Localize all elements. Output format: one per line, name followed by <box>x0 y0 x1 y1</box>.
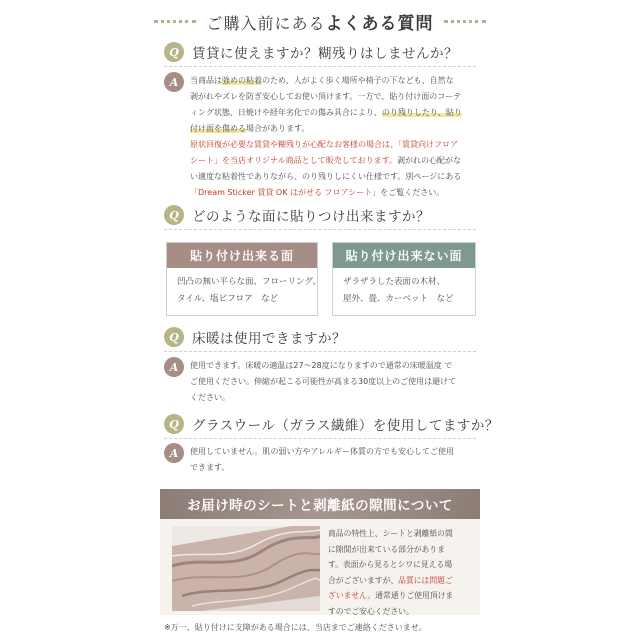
surface-ok-line: タイル、塩ビフロア など <box>177 294 279 304</box>
a-icon: A <box>164 72 184 92</box>
emphasis-text: 品質には問題ご <box>398 575 453 585</box>
emphasis-text: ざいません。 <box>328 591 376 600</box>
highlighted-text: 強めの粘着 <box>222 76 262 85</box>
dotted-rule-right <box>444 20 486 23</box>
text-segment: 剥がれやズレを防ぎ安心してお使い頂けます。一方で、貼り付け面のコーテ <box>190 92 462 101</box>
gap-notice-footnote: ※万一、貼り付けに支障がある場合には、当店までご連絡くださいませ。 <box>164 623 427 632</box>
gap-notice-text <box>328 526 476 619</box>
text-segment: 通常通りご使用頂けま <box>375 591 454 600</box>
q-icon: Q <box>164 327 184 347</box>
title-prefix: ご購入前にある <box>206 13 326 33</box>
question-text: グラスウール（ガラス繊維）を使用してますか？ <box>192 418 499 434</box>
text-line <box>328 557 476 573</box>
text-segment: できます。 <box>190 463 230 472</box>
text-line <box>328 573 476 589</box>
text-line <box>190 374 474 390</box>
surface-ok-list <box>167 268 321 314</box>
text-segment: のため、人がよく歩く場所や椅子の下なども、自然な <box>262 76 454 85</box>
highlighted-text: のり残りしたり、貼り <box>381 108 462 117</box>
question-row-4 <box>164 414 499 434</box>
answer-text-1 <box>190 73 474 201</box>
text-line <box>190 460 474 476</box>
q-icon: Q <box>164 42 184 62</box>
q-icon: Q <box>164 205 184 225</box>
dotted-rule-left <box>154 20 196 23</box>
text-line <box>190 358 474 374</box>
text-line <box>190 105 474 121</box>
surface-ng-line: ザラザラした表面の木材、 <box>343 277 446 287</box>
gap-notice-banner: お届け時のシートと剥離紙の隙間について <box>160 489 480 519</box>
text-segment: 商品の特性上、シートと剥離紙の間 <box>328 529 453 538</box>
text-line <box>190 444 474 460</box>
text-segment: い適度な粘着性でありながら、のり残りしにくい仕様です。別ページにある <box>190 172 462 181</box>
text-line <box>190 137 474 153</box>
question-row-1 <box>164 42 458 62</box>
question-row-2 <box>164 205 430 225</box>
text-line <box>328 604 476 620</box>
text-segment: 場合があります。 <box>246 124 310 133</box>
text-line <box>328 526 476 542</box>
text-segment: 当商品は <box>190 76 222 85</box>
question-text: 賃貸に使えますか？糊残りはしませんか？ <box>192 46 458 62</box>
divider <box>164 438 476 439</box>
surface-ok-heading: 貼り付け出来る面 <box>167 243 317 268</box>
title-emphasis: よくある質問 <box>325 13 434 34</box>
a-icon: A <box>164 357 184 377</box>
emphasis-text: 「Dream Sticker 賃貸 OK はがせる フロアシート」 <box>190 188 381 197</box>
text-segment: 使用していません。肌の弱い方やアレルギー体質の方でも安心してご使用 <box>190 447 454 456</box>
text-segment: 合がございますが、 <box>328 575 399 585</box>
text-line <box>328 542 476 558</box>
answer-text-4 <box>190 444 474 476</box>
text-segment: ください。 <box>190 393 230 402</box>
text-segment: ご使用ください。伸縮が起こる可能性が高まる30度以上のご使用は避けて <box>190 377 457 386</box>
divider <box>164 229 476 230</box>
text-line <box>190 169 474 185</box>
text-segment: をご覧ください。 <box>380 188 445 197</box>
q-icon: Q <box>164 414 184 434</box>
surface-ng-heading: 貼り付け出来ない面 <box>333 243 475 268</box>
question-text: 床暖は使用できますか？ <box>192 331 346 347</box>
marble-sheet-illustration <box>172 526 320 611</box>
text-segment: す。表面から見るとシワに見える場 <box>328 560 453 569</box>
answer-text-3 <box>190 358 474 406</box>
a-icon: A <box>164 443 184 463</box>
text-line <box>190 390 474 406</box>
surface-ng-line: 屋外、畳、カーペット など <box>343 294 454 304</box>
surface-ng-list <box>333 268 475 314</box>
question-row-3 <box>164 327 346 347</box>
surface-ng-box <box>332 242 476 316</box>
emphasis-text: シート」を当店オリジナル商品として販売しております。 <box>190 156 397 165</box>
divider <box>164 351 476 352</box>
text-segment: 剥がれの心配がな <box>396 156 461 165</box>
highlighted-text: 付け面を傷める <box>190 124 246 133</box>
text-line <box>328 588 476 604</box>
surface-ok-line: 凹凸の無い平らな面、フローリング、 <box>177 277 321 287</box>
section-title <box>206 9 433 34</box>
text-line <box>190 153 474 169</box>
text-line <box>190 185 474 201</box>
text-line <box>190 89 474 105</box>
surface-ok-box <box>166 242 321 316</box>
text-line <box>190 73 474 89</box>
text-segment: に隙間が出来ている部分がありま <box>328 544 445 554</box>
text-segment: ィング状態、日焼けや経年劣化での傷み具合により、 <box>190 108 382 117</box>
section-header <box>0 10 640 32</box>
text-segment: すのでご安心ください。 <box>328 606 414 616</box>
emphasis-text: 原状回復が必要な賃貸や糊残りが心配なお客様の場合は、「賃貸向けフロア <box>190 140 458 149</box>
text-segment: 使用できます。床暖の適温は27～28度になりますので通常の床暖温度 で <box>190 361 453 370</box>
sheet-gap-photo <box>172 526 320 611</box>
question-text: どのような面に貼りつけ出来ますか？ <box>192 209 430 225</box>
divider <box>164 66 476 67</box>
text-line <box>190 121 474 137</box>
